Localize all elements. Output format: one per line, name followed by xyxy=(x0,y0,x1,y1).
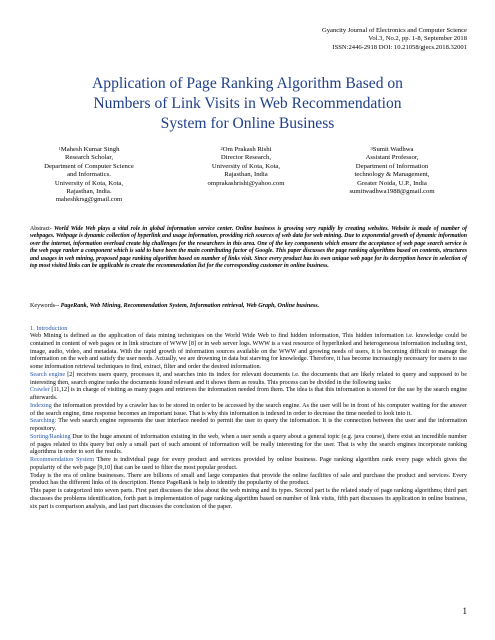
paragraph: Indexing the information provided by a crawler has to be stored in order to be accessed by the search engine. As the user will be in front of his computer waiting for the answer of the search engine, time response becomes an important issue. That is why this information is indexed in order to decrease the time needed to look into it. xyxy=(30,402,467,417)
paragraph: Sorting/Ranking Due to the huge amount of information existing in the web, when a user sends a query about a general topic (e.g. java course), there exist an incredible number of pages related to this query but only a small part of such amount of information will be really interesting for the user. That is why the search engines incorporate ranking algorithms in order to sort the results. xyxy=(30,433,467,456)
author-affiliation: and Informatics. xyxy=(67,171,111,179)
paragraph: Search engine [2] receives users query, processes it, and searches into its index for relevant documents i.e. the documents that are likely related to query and supposed to be interesting then, search engine ranks the documents found relevant and it shows them as results. This process can be divided in the following tasks: xyxy=(30,371,467,386)
author-index: 1 xyxy=(58,146,61,151)
paragraph: Searching: The web search engine represents the user interface needed to permit the user to query the information. It is the connection between the user and the information repository. xyxy=(30,418,467,432)
author-name: Mahesh Kumar Singh xyxy=(60,146,120,153)
page-number: 1 xyxy=(462,606,467,616)
author-affiliation: Rajasthan, India xyxy=(224,171,268,179)
author-block-3 xyxy=(326,146,458,196)
author-email[interactable]: omprakashrishi@yahoo.com xyxy=(207,179,285,187)
term-crawler: Crawler xyxy=(30,387,50,394)
introduction-body xyxy=(30,333,467,511)
author-affiliation: Greater Noida, U.P., India xyxy=(357,179,427,187)
author-affiliation: Rajasthan, India. xyxy=(66,188,112,196)
abstract xyxy=(30,226,467,270)
title-line: Numbers of Link Visits in Web Recommendation xyxy=(93,95,402,112)
journal-name: Gyancity Journal of Electronics and Computer Science xyxy=(321,27,467,34)
section-heading-introduction: 1. Introduction xyxy=(30,325,68,332)
author-affiliation: Research Scholar, xyxy=(64,154,113,162)
paragraph: Today is the era of online businesses. There are billions of small and large companies that provide the online facilities of sale and purchase the product and services. Every product has the different links of its description. Hence PageRank is help to identify the popularity of the product. xyxy=(30,472,467,487)
author-affiliation: Department of Information xyxy=(355,162,429,170)
term-recommendation-system: Recommendation System xyxy=(30,457,95,463)
term-sorting-ranking: Sorting/Ranking xyxy=(30,433,71,440)
keywords-label: Keywords-- xyxy=(30,303,60,309)
paragraph: This paper is categorized into seven parts. First part discusses the idea about the web mining and its types. Second part is the related study of page ranking algorithms; third part discusses the problems identification, forth part is implementation of page ranking algorithm based on number of link visits, fifth part discusses its application in online business, six part is comparison analysis, and last part discusses the conclusion of the paper. xyxy=(30,488,467,510)
journal-volume: Vol.3, No.2, pp. 1-8, September 2018 xyxy=(368,35,467,43)
author-index: 3 xyxy=(370,146,373,151)
keywords xyxy=(30,303,467,311)
paper-title xyxy=(30,74,465,134)
author-name: Sumit Wadhwa xyxy=(372,146,414,153)
author-email[interactable]: sumitwadhwa1988@gmail.com xyxy=(349,188,435,196)
author-block-1 xyxy=(30,146,148,205)
journal-header xyxy=(322,27,467,52)
author-affiliation: Department of Computer Science xyxy=(44,162,134,170)
term-searching: Searching: xyxy=(30,418,57,425)
title-line: System for Online Business xyxy=(160,115,335,132)
paragraph: Crawler [11,12] is in charge of visiting as many pages and retrieves the information needed from them. The idea is that this information is stored for the use by the search engine afterwards. xyxy=(30,387,467,401)
author-index: 2 xyxy=(220,146,223,151)
journal-issn: ISSN:2446-2918 DOI: 10.21058/gjecs.2018.32001 xyxy=(332,43,467,51)
keywords-text: PageRank, Web Mining, Recommendation System, Information retrieval, Web Graph, Online business. xyxy=(59,303,320,309)
term-indexing: Indexing xyxy=(30,402,52,409)
author-name: Om Prakash Rishi xyxy=(222,146,272,153)
paragraph: Recommendation System There is individual page for every product and services provided by online business. Page ranking algorithm rank every page which gives the popularity of the web page [9,10] that can be used to filter the most popular product. xyxy=(30,457,467,471)
paragraph: Web Mining is defined as the application of data mining techniques on the World Wide Web to find hidden information, This hidden information i.e. knowledge could be contained in content of web pages or in link structure of WWW [8] or in web server logs. WWW is a vast resource of hyperlinked and heterogeneous information including text, image, audio, video, and metadata. With the rapid growth of information sources available on the WWW and growing needs of users, it is becoming difficult to manage the information on the web and satisfy the user needs. Actually, we are drowning in data but starving for knowledge. Therefore, it has become increasingly necessary for users to use some information retrieval techniques to find, extract, filter and order the desired information. xyxy=(30,333,467,370)
author-block-2 xyxy=(178,146,314,188)
author-affiliation: Director Research, xyxy=(220,154,272,162)
author-affiliation: University of Kota, Kota, xyxy=(54,179,124,187)
author-affiliation: technology & Management, xyxy=(354,171,430,179)
author-email[interactable]: maheshkrsg@gmail.com xyxy=(55,196,123,204)
abstract-text: World Wide Web plays a vital role in global information service center. Online business is growing very rapidly by creating websites. Website is made of number of webpages. Webpage is dynamic collection of hyperlink and usage information, providing rich sources of web data for web mining. Due to exponential growth of dynamic information over the internet, information overload create big challenges for the researchers in this area. One of the key components which ensure the acceptance of web page search service is the web page ranker a component which is said to have been the main contributing factor of Google. This paper discusses the page ranking algorithms based on contents, structures and usages in web mining, proposed page ranking algorithm based on number of links visit. Since every product has its own unique web page for its decryption hence in selection of top most visited links can be applicable to create the recommendation list for the corresponding customer in online business. xyxy=(30,226,467,270)
abstract-label: Abstract- xyxy=(30,226,52,232)
term-search-engine: Search engine xyxy=(30,371,66,378)
author-affiliation: Assistant Professor, xyxy=(365,154,419,162)
author-affiliation: University of Kota, Kota, xyxy=(211,162,281,170)
title-line: Application of Page Ranking Algorithm Based on xyxy=(92,75,403,92)
